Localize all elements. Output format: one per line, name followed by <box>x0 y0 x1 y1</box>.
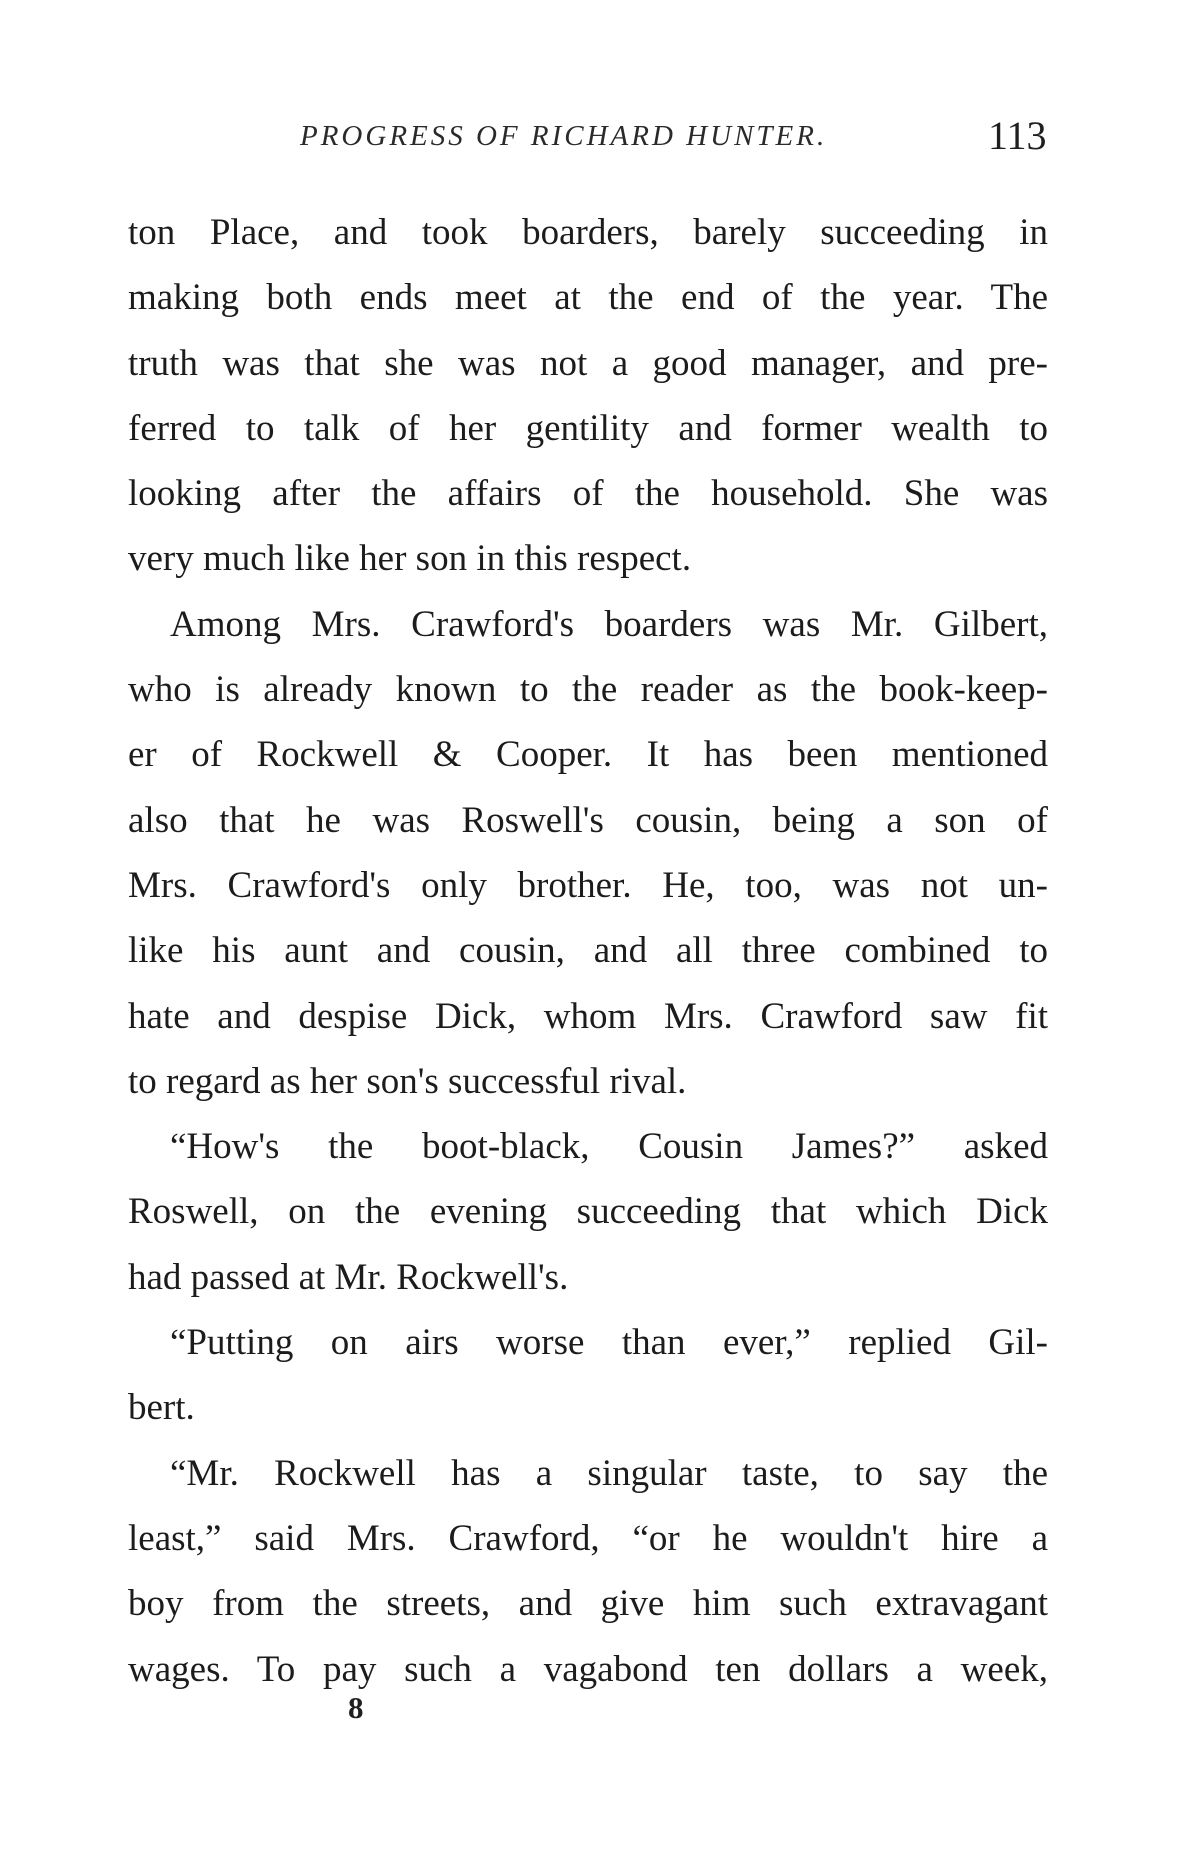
text-line: had passed at Mr. Rockwell's. <box>128 1256 569 1298</box>
text-line: Roswell, on the evening succeeding that which Dick <box>128 1191 1048 1233</box>
signature-mark: 8 <box>348 1690 364 1725</box>
text-line: ton Place, and took boarders, barely succeeding in <box>128 212 1048 253</box>
running-title: PROGRESS OF RICHARD HUNTER. <box>300 120 828 152</box>
text-line: very much like her son in this respect. <box>128 538 692 580</box>
text-line: like his aunt and cousin, and all three combined to <box>128 930 1048 972</box>
text-line: looking after the affairs of the household. She was <box>128 473 1048 515</box>
text-line: ferred to talk of her gentility and former wealth to <box>128 407 1048 449</box>
text-line: making both ends meet at the end of the year. The <box>128 277 1048 319</box>
text-line: “Putting on airs worse than ever,” replied Gil- <box>170 1322 1048 1364</box>
text-line: to regard as her son's successful rival. <box>128 1060 687 1102</box>
text-line: “Mr. Rockwell has a singular taste, to say the <box>170 1452 1048 1494</box>
text-line: wages. To pay such a vagabond ten dollars a week, <box>128 1648 1048 1690</box>
text-line: boy from the streets, and give him such extravagant <box>128 1583 1048 1625</box>
text-line: “How's the boot-black, Cousin James?” asked <box>170 1126 1048 1168</box>
page-number: 113 <box>988 113 1047 158</box>
body-text <box>128 200 1048 1702</box>
text-line: bert. <box>128 1387 195 1429</box>
text-line: also that he was Roswell's cousin, being a son of <box>128 799 1048 841</box>
text-line: who is already known to the reader as the book-keep- <box>128 669 1048 711</box>
text-line: Mrs. Crawford's only brother. He, too, was not un- <box>128 864 1048 906</box>
text-line: least,” said Mrs. Crawford, “or he wouldn't hire a <box>128 1517 1048 1559</box>
page-header <box>0 112 1177 162</box>
text-line: truth was that she was not a good manager, and pre- <box>128 342 1048 384</box>
text-line: Among Mrs. Crawford's boarders was Mr. Gilbert, <box>170 603 1048 645</box>
text-line: hate and despise Dick, whom Mrs. Crawford saw fit <box>128 995 1048 1037</box>
text-line: er of Rockwell & Cooper. It has been mentioned <box>128 734 1048 776</box>
